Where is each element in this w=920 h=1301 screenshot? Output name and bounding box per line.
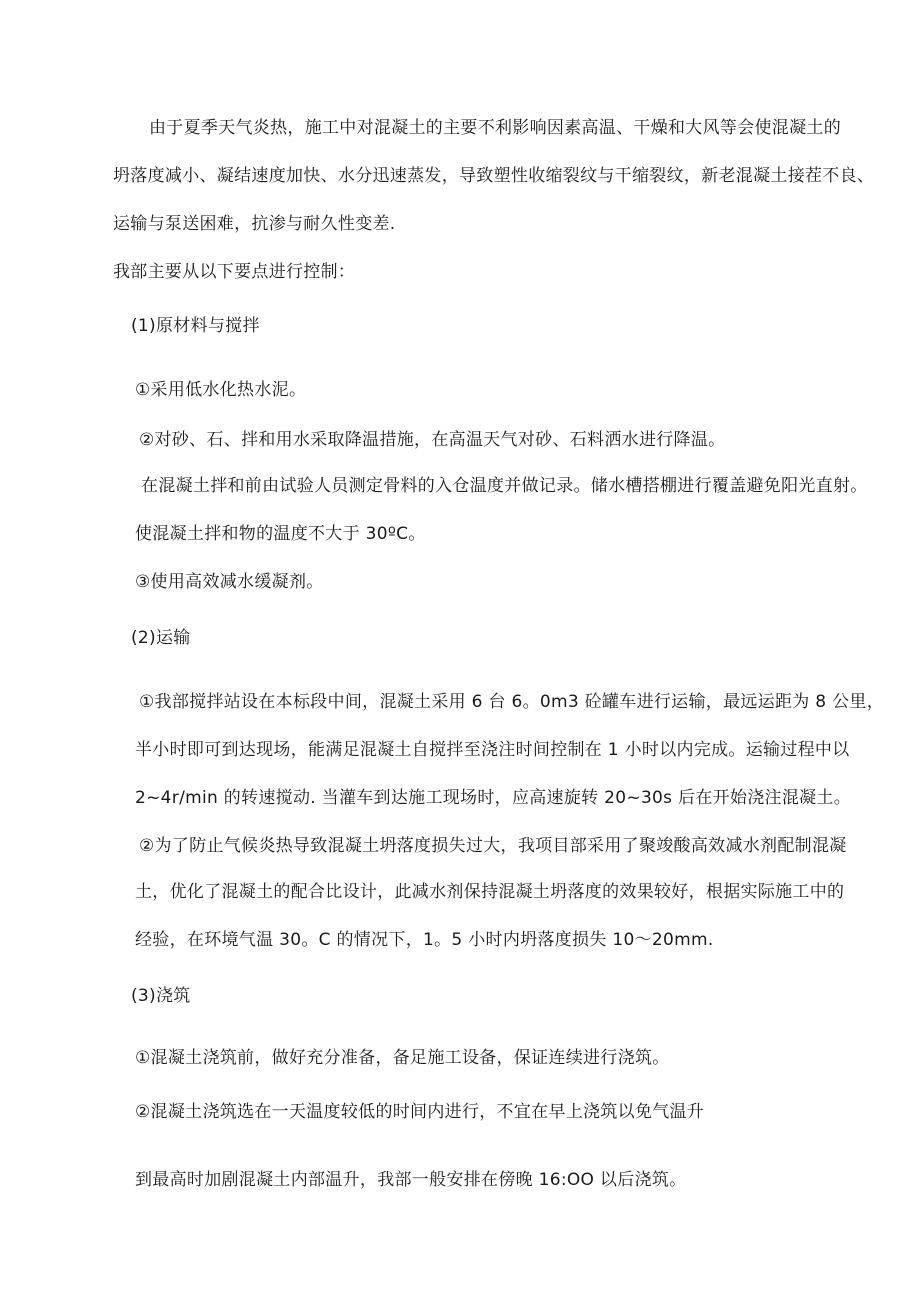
section-heading-pouring: (3)浇筑 [131,986,191,1006]
transport-item-1-line-2: 半小时即可到达现场，能满足混凝土自搅拌至浇注时间控制在 1 小时以内完成。运输过程中以 [135,740,850,760]
pouring-item-1: ①混凝土浇筑前，做好充分准备，备足施工设备，保证连续进行浇筑。 [135,1048,670,1068]
intro-line-4: 我部主要从以下要点进行控制： [113,262,356,282]
intro-line-1: 由于夏季天气炎热，施工中对混凝土的主要不利影响因素高温、干燥和大风等会使混凝土的 [149,118,841,138]
transport-item-2-line-1: ②为了防止气候炎热导致混凝土坍落度损失过大，我项目部采用了聚竣酸高效减水剂配制混凝 [139,836,847,856]
section-heading-transport: (2)运输 [131,628,191,648]
materials-item-2: ②对砂、石、拌和用水采取降温措施，在高温天气对砂、石料洒水进行降温。 [139,430,726,450]
transport-item-2-line-3: 经验，在环境气温 30。C 的情况下，1。5 小时内坍落度损失 10～20mm. [135,930,714,950]
transport-item-1-line-3: 2~4r/min 的转速搅动. 当灌车到达施工现场时，应高速旋转 20~30s 后在开始浇注混凝土。 [135,788,852,808]
transport-item-2-line-2: 土，优化了混凝土的配合比设计，此减水剂保持混凝土坍落度的效果较好，根据实际施工中的 [135,882,845,902]
materials-item-3: ③使用高效减水缓凝剂。 [135,572,324,592]
section-heading-materials: (1)原材料与搅拌 [131,316,260,336]
transport-item-1-line-1: ①我部搅拌站设在本标段中间，混凝土采用 6 台 6。0m3 砼罐车进行运输，最远运距为 8 公里， [139,692,885,712]
materials-item-1: ①采用低水化热水泥。 [135,380,307,400]
materials-item-2-continuation: 在混凝土拌和前由试验人员测定骨料的入仓温度并做记录。储水槽搭棚进行覆盖避免阳光直射。 [141,476,868,496]
pouring-item-2-line-2: 到最高时加剧混凝土内部温升，我部一般安排在傍晚 16:OO 以后浇筑。 [135,1170,687,1190]
materials-item-2-continuation-2: 使混凝土拌和物的温度不大于 30ºC。 [135,524,426,544]
intro-line-2: 坍落度减小、凝结速度加快、水分迅速蒸发，导致塑性收缩裂纹与干缩裂纹，新老混凝土接茬不良、 [113,166,875,186]
intro-line-3: 运输与泵送困难，抗渗与耐久性变差. [113,214,396,234]
pouring-item-2-line-1: ②混凝土浇筑选在一天温度较低的时间内进行，不宜在早上浇筑以免气温升 [135,1102,705,1122]
